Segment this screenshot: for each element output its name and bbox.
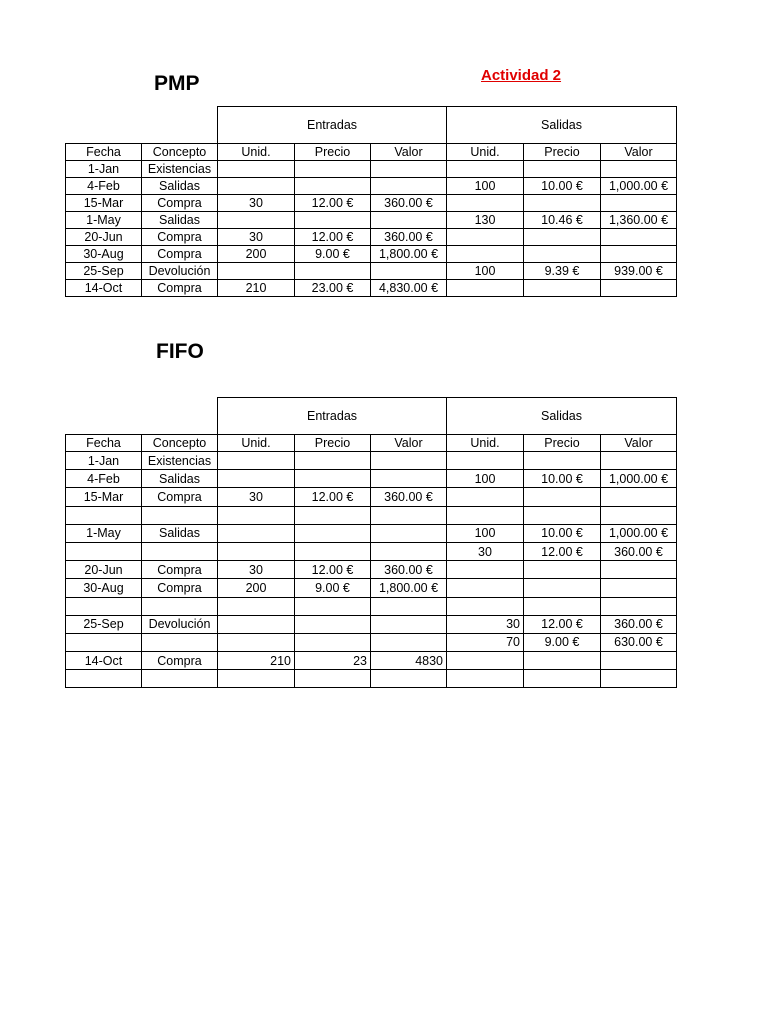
entradas-valor-cell[interactable]: 1,800.00 € (371, 579, 447, 597)
salidas-precio-cell[interactable]: 9.00 € (524, 633, 601, 651)
fecha-cell[interactable]: 4-Feb (66, 470, 142, 488)
entradas-precio-cell[interactable]: 9.00 € (295, 246, 371, 263)
salidas-unid-cell[interactable]: 100 (447, 524, 524, 542)
entradas-unid-cell[interactable] (218, 597, 295, 615)
entradas-precio-cell[interactable]: 12.00 € (295, 488, 371, 506)
salidas-unid-cell[interactable]: 30 (447, 615, 524, 633)
concepto-cell[interactable]: Salidas (142, 212, 218, 229)
entradas-precio-cell[interactable] (295, 470, 371, 488)
salidas-unid-cell[interactable] (447, 488, 524, 506)
fecha-cell[interactable]: 14-Oct (66, 652, 142, 670)
fecha-cell[interactable]: 30-Aug (66, 246, 142, 263)
fecha-cell[interactable] (66, 506, 142, 524)
salidas-unid-header: Unid. (447, 144, 524, 161)
entradas-valor-cell[interactable] (371, 597, 447, 615)
salidas-unid-cell[interactable] (447, 280, 524, 297)
table-row (66, 633, 677, 651)
salidas-unid-cell[interactable]: 100 (447, 263, 524, 280)
entradas-unid-cell[interactable] (218, 263, 295, 280)
entradas-unid-header: Unid. (218, 144, 295, 161)
salidas-precio-cell[interactable] (524, 452, 601, 470)
entradas-valor-cell[interactable] (371, 615, 447, 633)
salidas-unid-cell[interactable]: 100 (447, 470, 524, 488)
concepto-cell[interactable]: Salidas (142, 470, 218, 488)
fifo-table (65, 397, 677, 688)
concepto-cell[interactable]: Devolución (142, 615, 218, 633)
fifo-body (66, 452, 677, 688)
fecha-cell[interactable]: 14-Oct (66, 280, 142, 297)
salidas-precio-cell[interactable] (524, 506, 601, 524)
fecha-cell[interactable]: 15-Mar (66, 488, 142, 506)
concepto-cell[interactable] (142, 597, 218, 615)
entradas-precio-header: Precio (295, 435, 371, 452)
entradas-valor-cell[interactable] (371, 470, 447, 488)
table-row (66, 670, 677, 688)
entradas-unid-cell[interactable] (218, 670, 295, 688)
salidas-valor-cell[interactable]: 1,360.00 € (601, 212, 677, 229)
group-header-row (66, 398, 677, 435)
entradas-unid-cell[interactable]: 30 (218, 561, 295, 579)
entradas-precio-cell[interactable] (295, 542, 371, 560)
table-row (66, 212, 677, 229)
entradas-precio-cell[interactable]: 23.00 € (295, 280, 371, 297)
salidas-precio-cell[interactable] (524, 229, 601, 246)
fecha-cell[interactable]: 25-Sep (66, 263, 142, 280)
entradas-valor-cell[interactable]: 360.00 € (371, 488, 447, 506)
entradas-precio-cell[interactable] (295, 161, 371, 178)
table-row (66, 246, 677, 263)
salidas-precio-cell[interactable] (524, 561, 601, 579)
salidas-valor-cell[interactable] (601, 670, 677, 688)
salidas-precio-cell[interactable] (524, 280, 601, 297)
entradas-valor-cell[interactable] (371, 452, 447, 470)
salidas-valor-cell[interactable] (601, 229, 677, 246)
fecha-header: Fecha (66, 435, 142, 452)
entradas-header: Entradas (218, 107, 447, 144)
entradas-precio-cell[interactable] (295, 452, 371, 470)
table-row (66, 561, 677, 579)
entradas-valor-cell[interactable] (371, 633, 447, 651)
salidas-valor-header: Valor (601, 435, 677, 452)
entradas-valor-cell[interactable] (371, 524, 447, 542)
table-row (66, 579, 677, 597)
entradas-valor-cell[interactable] (371, 506, 447, 524)
salidas-unid-cell[interactable] (447, 561, 524, 579)
salidas-precio-cell[interactable] (524, 597, 601, 615)
entradas-valor-cell[interactable]: 1,800.00 € (371, 246, 447, 263)
entradas-unid-cell[interactable] (218, 633, 295, 651)
concepto-cell[interactable] (142, 506, 218, 524)
table-row (66, 280, 677, 297)
salidas-unid-cell[interactable] (447, 670, 524, 688)
salidas-precio-header: Precio (524, 144, 601, 161)
entradas-valor-cell[interactable]: 4,830.00 € (371, 280, 447, 297)
salidas-unid-cell[interactable] (447, 195, 524, 212)
entradas-unid-cell[interactable] (218, 506, 295, 524)
activity-title[interactable]: Actividad 2 (481, 67, 562, 84)
entradas-precio-cell[interactable] (295, 212, 371, 229)
pmp-title: PMP (154, 72, 200, 95)
fecha-cell[interactable]: 30-Aug (66, 579, 142, 597)
fecha-cell[interactable]: 25-Sep (66, 615, 142, 633)
entradas-unid-header: Unid. (218, 435, 295, 452)
concepto-cell[interactable]: Salidas (142, 524, 218, 542)
entradas-precio-cell[interactable] (295, 178, 371, 195)
concepto-header: Concepto (142, 144, 218, 161)
concepto-header: Concepto (142, 435, 218, 452)
table-row (66, 229, 677, 246)
entradas-unid-cell[interactable] (218, 212, 295, 229)
table-row (66, 615, 677, 633)
entradas-unid-cell[interactable]: 210 (218, 280, 295, 297)
table-row (66, 263, 677, 280)
entradas-unid-cell[interactable]: 30 (218, 229, 295, 246)
salidas-precio-cell[interactable]: 10.00 € (524, 178, 601, 195)
entradas-unid-cell[interactable] (218, 542, 295, 560)
salidas-header: Salidas (447, 107, 677, 144)
salidas-valor-cell[interactable] (601, 161, 677, 178)
salidas-precio-cell[interactable]: 12.00 € (524, 542, 601, 560)
salidas-unid-cell[interactable] (447, 652, 524, 670)
concepto-cell[interactable]: Existencias (142, 452, 218, 470)
salidas-precio-cell[interactable]: 9.39 € (524, 263, 601, 280)
concepto-cell[interactable]: Compra (142, 579, 218, 597)
salidas-valor-cell[interactable]: 1,000.00 € (601, 178, 677, 195)
salidas-valor-cell[interactable] (601, 246, 677, 263)
entradas-valor-cell[interactable] (371, 161, 447, 178)
entradas-valor-header: Valor (371, 144, 447, 161)
entradas-valor-header: Valor (371, 435, 447, 452)
fecha-cell[interactable] (66, 633, 142, 651)
salidas-precio-header: Precio (524, 435, 601, 452)
entradas-precio-cell[interactable] (295, 597, 371, 615)
salidas-precio-cell[interactable]: 10.00 € (524, 470, 601, 488)
blank-cell (66, 107, 142, 144)
concepto-cell[interactable]: Compra (142, 488, 218, 506)
entradas-valor-cell[interactable] (371, 670, 447, 688)
entradas-precio-header: Precio (295, 144, 371, 161)
salidas-precio-cell[interactable] (524, 579, 601, 597)
blank-cell (142, 107, 218, 144)
entradas-unid-cell[interactable] (218, 452, 295, 470)
table-row (66, 506, 677, 524)
column-header-row (66, 144, 677, 161)
concepto-cell[interactable]: Devolución (142, 263, 218, 280)
concepto-cell[interactable] (142, 633, 218, 651)
fecha-cell[interactable] (66, 670, 142, 688)
fecha-cell[interactable]: 1-May (66, 212, 142, 229)
column-header-row (66, 435, 677, 452)
salidas-precio-cell[interactable] (524, 652, 601, 670)
salidas-unid-cell[interactable] (447, 506, 524, 524)
salidas-valor-cell[interactable] (601, 280, 677, 297)
concepto-cell[interactable]: Compra (142, 652, 218, 670)
salidas-valor-cell[interactable]: 630.00 € (601, 633, 677, 651)
table-row (66, 470, 677, 488)
fifo-title: FIFO (156, 340, 204, 363)
salidas-precio-cell[interactable]: 10.00 € (524, 524, 601, 542)
entradas-valor-cell[interactable] (371, 178, 447, 195)
entradas-valor-cell[interactable]: 360.00 € (371, 229, 447, 246)
concepto-cell[interactable]: Compra (142, 229, 218, 246)
fecha-cell[interactable] (66, 597, 142, 615)
entradas-valor-cell[interactable] (371, 263, 447, 280)
entradas-precio-cell[interactable]: 12.00 € (295, 229, 371, 246)
salidas-unid-header: Unid. (447, 435, 524, 452)
salidas-precio-cell[interactable] (524, 161, 601, 178)
fecha-cell[interactable]: 15-Mar (66, 195, 142, 212)
entradas-precio-cell[interactable] (295, 506, 371, 524)
entradas-precio-cell[interactable] (295, 263, 371, 280)
entradas-precio-cell[interactable]: 12.00 € (295, 561, 371, 579)
table-row (66, 652, 677, 670)
salidas-valor-cell[interactable]: 1,000.00 € (601, 470, 677, 488)
group-header-row (66, 107, 677, 144)
salidas-valor-cell[interactable] (601, 488, 677, 506)
blank-cell (142, 398, 218, 435)
salidas-unid-cell[interactable] (447, 246, 524, 263)
salidas-valor-cell[interactable]: 360.00 € (601, 615, 677, 633)
table-row (66, 195, 677, 212)
table-row (66, 542, 677, 560)
salidas-precio-cell[interactable]: 12.00 € (524, 615, 601, 633)
fecha-cell[interactable]: 1-Jan (66, 452, 142, 470)
entradas-valor-cell[interactable]: 360.00 € (371, 195, 447, 212)
table-row (66, 488, 677, 506)
salidas-precio-cell[interactable] (524, 195, 601, 212)
salidas-precio-cell[interactable] (524, 246, 601, 263)
concepto-cell[interactable]: Compra (142, 246, 218, 263)
salidas-precio-cell[interactable]: 10.46 € (524, 212, 601, 229)
entradas-precio-cell[interactable]: 9.00 € (295, 579, 371, 597)
table-row (66, 452, 677, 470)
entradas-precio-cell[interactable] (295, 524, 371, 542)
salidas-unid-cell[interactable] (447, 161, 524, 178)
entradas-unid-cell[interactable] (218, 524, 295, 542)
salidas-unid-cell[interactable]: 100 (447, 178, 524, 195)
entradas-precio-cell[interactable] (295, 633, 371, 651)
salidas-unid-cell[interactable]: 70 (447, 633, 524, 651)
table-row (66, 178, 677, 195)
salidas-header: Salidas (447, 398, 677, 435)
entradas-unid-cell[interactable]: 210 (218, 652, 295, 670)
table-row (66, 597, 677, 615)
entradas-unid-cell[interactable]: 200 (218, 246, 295, 263)
salidas-precio-cell[interactable] (524, 670, 601, 688)
table-row (66, 161, 677, 178)
concepto-cell[interactable] (142, 542, 218, 560)
salidas-valor-cell[interactable] (601, 452, 677, 470)
salidas-unid-cell[interactable] (447, 452, 524, 470)
fecha-cell[interactable]: 4-Feb (66, 178, 142, 195)
entradas-precio-cell[interactable]: 12.00 € (295, 195, 371, 212)
concepto-cell[interactable]: Compra (142, 280, 218, 297)
concepto-cell[interactable] (142, 670, 218, 688)
entradas-unid-cell[interactable]: 30 (218, 488, 295, 506)
salidas-valor-cell[interactable] (601, 195, 677, 212)
fecha-cell[interactable]: 1-May (66, 524, 142, 542)
fecha-cell[interactable] (66, 542, 142, 560)
salidas-valor-cell[interactable] (601, 652, 677, 670)
salidas-valor-cell[interactable] (601, 506, 677, 524)
salidas-precio-cell[interactable] (524, 488, 601, 506)
salidas-valor-cell[interactable]: 939.00 € (601, 263, 677, 280)
salidas-unid-cell[interactable] (447, 597, 524, 615)
entradas-precio-cell[interactable] (295, 670, 371, 688)
salidas-valor-header: Valor (601, 144, 677, 161)
salidas-unid-cell[interactable] (447, 229, 524, 246)
fecha-cell[interactable]: 1-Jan (66, 161, 142, 178)
entradas-unid-cell[interactable] (218, 161, 295, 178)
entradas-unid-cell[interactable] (218, 615, 295, 633)
concepto-cell[interactable]: Existencias (142, 161, 218, 178)
salidas-valor-cell[interactable]: 1,000.00 € (601, 524, 677, 542)
entradas-unid-cell[interactable] (218, 178, 295, 195)
salidas-unid-cell[interactable]: 130 (447, 212, 524, 229)
entradas-unid-cell[interactable]: 30 (218, 195, 295, 212)
entradas-valor-cell[interactable] (371, 212, 447, 229)
entradas-precio-cell[interactable] (295, 615, 371, 633)
fecha-cell[interactable]: 20-Jun (66, 229, 142, 246)
fecha-header: Fecha (66, 144, 142, 161)
entradas-valor-cell[interactable]: 4830 (371, 652, 447, 670)
entradas-valor-cell[interactable] (371, 542, 447, 560)
concepto-cell[interactable]: Compra (142, 561, 218, 579)
entradas-unid-cell[interactable]: 200 (218, 579, 295, 597)
entradas-precio-cell[interactable]: 23 (295, 652, 371, 670)
salidas-unid-cell[interactable] (447, 579, 524, 597)
concepto-cell[interactable]: Compra (142, 195, 218, 212)
pmp-table (65, 106, 677, 297)
table-row (66, 524, 677, 542)
salidas-valor-cell[interactable] (601, 561, 677, 579)
pmp-body (66, 161, 677, 297)
salidas-unid-cell[interactable]: 30 (447, 542, 524, 560)
entradas-valor-cell[interactable]: 360.00 € (371, 561, 447, 579)
concepto-cell[interactable]: Salidas (142, 178, 218, 195)
blank-cell (66, 398, 142, 435)
fecha-cell[interactable]: 20-Jun (66, 561, 142, 579)
salidas-valor-cell[interactable] (601, 579, 677, 597)
entradas-unid-cell[interactable] (218, 470, 295, 488)
entradas-header: Entradas (218, 398, 447, 435)
salidas-valor-cell[interactable] (601, 597, 677, 615)
salidas-valor-cell[interactable]: 360.00 € (601, 542, 677, 560)
